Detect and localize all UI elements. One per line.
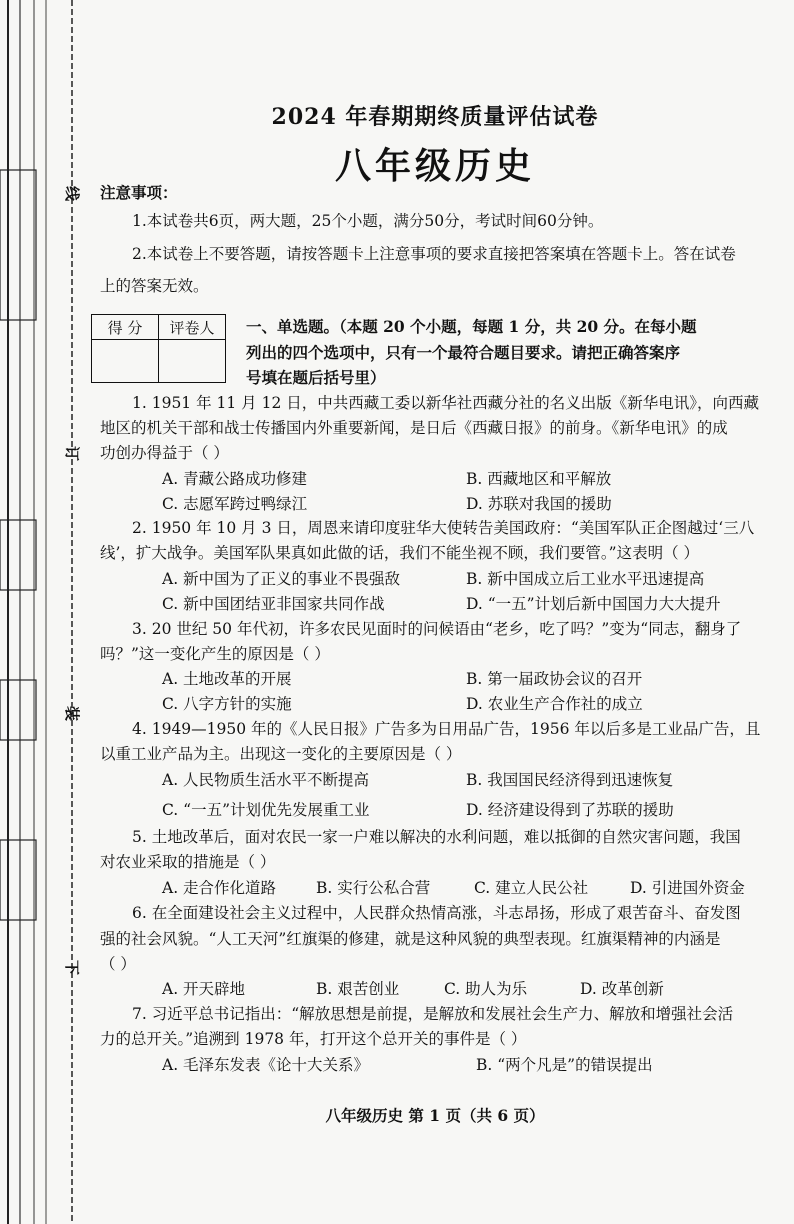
question-2-option-c: C. 新中国团结亚非国家共同作战 bbox=[162, 595, 385, 613]
question-1-option-c: C. 志愿军跨过鸭绿江 bbox=[162, 495, 308, 513]
notice-item-2-line-2: 上的答案无效。 bbox=[100, 277, 209, 295]
question-5-option-c: C. 建立人民公社 bbox=[474, 879, 589, 897]
question-6-option-a: A. 开天辟地 bbox=[162, 980, 246, 998]
exam-page bbox=[90, 0, 780, 1224]
seal-char-xia: 下 bbox=[63, 959, 82, 976]
exam-subject: 八年级历史 bbox=[334, 145, 535, 187]
score-box bbox=[91, 314, 226, 383]
grader-cell bbox=[159, 340, 226, 383]
seal-char-zhuang: 装 bbox=[63, 705, 82, 722]
section-1-instructions-line-3: 号填在题后括号里） bbox=[246, 368, 386, 387]
question-1-option-d: D. 苏联对我国的援助 bbox=[466, 495, 612, 513]
question-4-stem-line-2: 以重工业产品为主。出现这一变化的主要原因是（ ） bbox=[100, 745, 462, 763]
question-5-option-b: B. 实行公私合营 bbox=[316, 879, 431, 897]
question-1-stem-line-3: 功创办得益于（ ） bbox=[100, 444, 229, 462]
question-7-option-b: B. “两个凡是”的错误提出 bbox=[476, 1056, 653, 1074]
question-6-option-d: D. 改革创新 bbox=[580, 980, 664, 998]
question-2-option-b: B. 新中国成立后工业水平迅速提高 bbox=[466, 570, 705, 588]
question-1-option-a: A. 青藏公路成功修建 bbox=[162, 470, 308, 488]
binding-margin bbox=[0, 0, 92, 1224]
seal-char-xian: 线 bbox=[63, 185, 82, 202]
question-3-stem-line-2: 吗？”这一变化产生的原因是（ ） bbox=[100, 645, 330, 663]
question-3-stem-line-1: 3. 20 世纪 50 年代初，许多农民见面时的问候语由“老乡，吃了吗？”变为“同志，翻身了 bbox=[132, 620, 742, 638]
question-4-stem-line-1: 4. 1949—1950 年的《人民日报》广告多为日用品广告，1956 年以后多是工业品广告，且 bbox=[132, 720, 761, 738]
notice-item-2-line-1: 2.本试卷上不要答题，请按答题卡上注意事项的要求直接把答案填在答题卡上。答在试卷 bbox=[132, 245, 736, 263]
question-1-stem-line-1: 1. 1951 年 11 月 12 日，中共西藏工委以新华社西藏分社的名义出版《新华电讯》，向西藏 bbox=[132, 394, 759, 412]
notice-heading: 注意事项： bbox=[100, 183, 178, 202]
question-4-option-d: D. 经济建设得到了苏联的援助 bbox=[466, 801, 674, 819]
grader-label: 评卷人 bbox=[159, 315, 226, 340]
question-5-stem-line-1: 5. 土地改革后，面对农民一家一户难以解决的水利问题，难以抵御的自然灾害问题，我国 bbox=[132, 828, 741, 846]
binding-margin-lines bbox=[0, 0, 92, 1224]
question-4-option-c: C. “一五”计划优先发展重工业 bbox=[162, 801, 370, 819]
question-1-option-b: B. 西藏地区和平解放 bbox=[466, 470, 612, 488]
question-6-option-c: C. 助人为乐 bbox=[444, 980, 528, 998]
seal-char-ding: 订 bbox=[63, 445, 82, 462]
section-1-instructions-line-1: 一、单选题。（本题 20 个小题，每题 1 分，共 20 分。在每小题 bbox=[246, 317, 697, 336]
question-5-option-a: A. 走合作化道路 bbox=[162, 879, 277, 897]
question-6-stem-line-2: 强的社会风貌。“人工天河”红旗渠的修建，就是这种风貌的典型表现。红旗渠精神的内涵是 bbox=[100, 930, 721, 948]
question-6-stem-line-3: （ ） bbox=[100, 955, 136, 973]
section-1-instructions-line-2: 列出的四个选项中，只有一个最符合题目要求。请把正确答案序 bbox=[246, 343, 681, 362]
question-6-stem-line-1: 6. 在全面建设社会主义过程中，人民群众热情高涨，斗志昂扬，形成了艰苦奋斗、奋发图 bbox=[132, 904, 741, 922]
score-cell bbox=[92, 340, 159, 383]
question-3-option-c: C. 八字方针的实施 bbox=[162, 695, 292, 713]
page-footer: 八年级历史 第 1 页（共 6 页） bbox=[325, 1106, 545, 1125]
question-1-stem-line-2: 地区的机关干部和战士传播国内外重要新闻，是日后《西藏日报》的前身。《新华电讯》的成 bbox=[100, 419, 728, 437]
question-2-option-d: D. “一五”计划后新中国国力大大提升 bbox=[466, 595, 721, 613]
exam-title: 2024 年春期期终质量评估试卷 bbox=[271, 104, 599, 130]
question-4-option-a: A. 人民物质生活水平不断提高 bbox=[162, 771, 370, 789]
question-2-stem-line-1: 2. 1950 年 10 月 3 日，周恩来请印度驻华大使转告美国政府：“美国军队正企图越过‘三八 bbox=[132, 519, 755, 537]
question-6-option-b: B. 艰苦创业 bbox=[316, 980, 400, 998]
question-7-stem-line-2: 力的总开关。”追溯到 1978 年，打开这个总开关的事件是（ ） bbox=[100, 1030, 527, 1048]
question-7-option-a: A. 毛泽东发表《论十大关系》 bbox=[162, 1056, 370, 1074]
question-5-option-d: D. 引进国外资金 bbox=[630, 879, 745, 897]
question-3-option-a: A. 土地改革的开展 bbox=[162, 670, 292, 688]
question-2-option-a: A. 新中国为了正义的事业不畏强敌 bbox=[162, 570, 401, 588]
question-3-option-b: B. 第一届政协会议的召开 bbox=[466, 670, 643, 688]
notice-item-1: 1.本试卷共6页，两大题，25个小题，满分50分，考试时间60分钟。 bbox=[132, 212, 604, 230]
question-4-option-b: B. 我国国民经济得到迅速恢复 bbox=[466, 771, 674, 789]
question-7-stem-line-1: 7. 习近平总书记指出：“解放思想是前提，是解放和发展社会生产力、解放和增强社会活 bbox=[132, 1005, 734, 1023]
question-5-stem-line-2: 对农业采取的措施是（ ） bbox=[100, 853, 276, 871]
question-2-stem-line-2: 线’，扩大战争。美国军队果真如此做的话，我们不能坐视不顾，我们要管。”这表明（ ） bbox=[100, 544, 700, 562]
score-label: 得 分 bbox=[92, 315, 159, 340]
question-3-option-d: D. 农业生产合作社的成立 bbox=[466, 695, 643, 713]
